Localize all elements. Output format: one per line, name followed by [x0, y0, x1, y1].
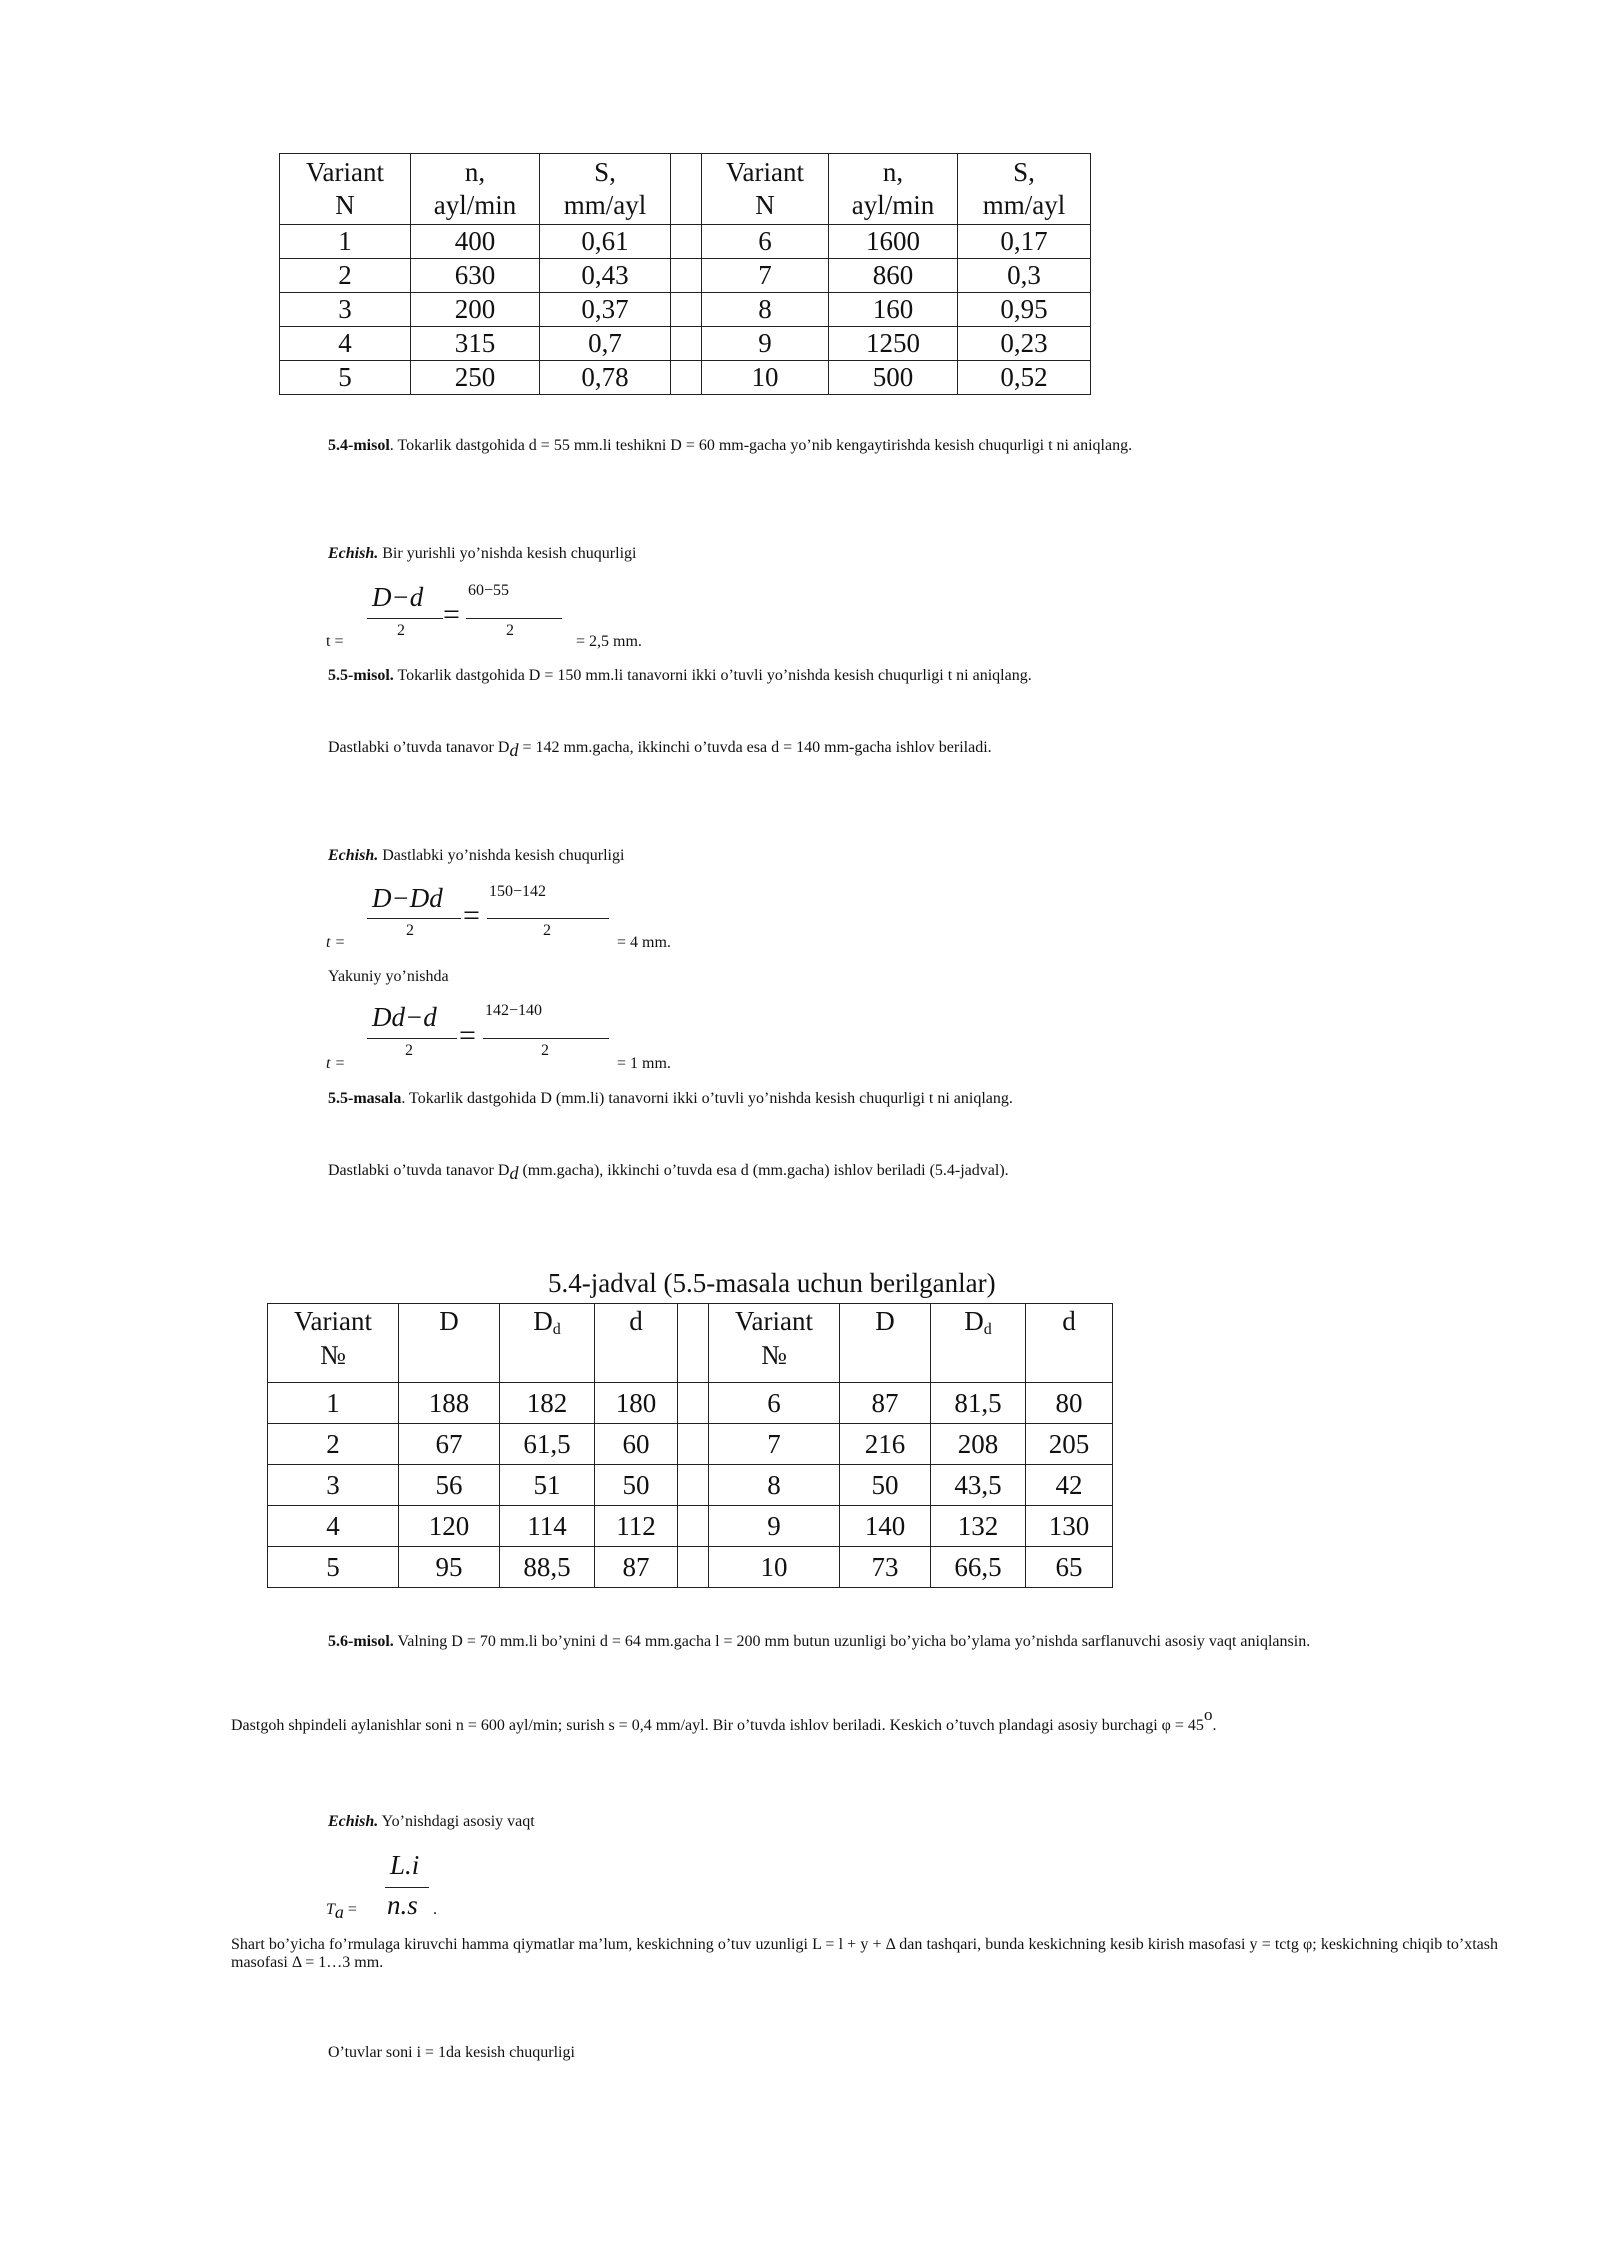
table-row: [268, 1547, 1113, 1588]
table-cell: 43,5: [931, 1465, 1026, 1506]
table-cell: 0,7: [540, 327, 671, 361]
table-row: [268, 1383, 1113, 1424]
table-cell: 8: [709, 1465, 840, 1506]
table-cell: 80: [1026, 1383, 1113, 1424]
subscript-d: d: [509, 740, 519, 760]
echish-label-2: Echish.: [328, 847, 379, 864]
table-cell: 61,5: [500, 1424, 595, 1465]
table-cell: 9: [702, 327, 829, 361]
spacer-cell: [678, 1424, 709, 1465]
formula-numerator: D−d: [372, 582, 424, 612]
equals-sign: =: [463, 899, 480, 932]
table-cell: 140: [840, 1506, 931, 1547]
spacer-cell: [678, 1506, 709, 1547]
fraction-bar-2: [483, 1038, 609, 1039]
table-cell: 0,17: [958, 225, 1091, 259]
formula-lhs: t =: [326, 934, 346, 951]
fraction-bar: [385, 1887, 429, 1888]
table-cell: 120: [399, 1506, 500, 1547]
table-cell: 112: [595, 1506, 678, 1547]
table-cell: 114: [500, 1506, 595, 1547]
table-cell: 2: [280, 259, 411, 293]
example-5-5-text2a: Dastlabki o’tuvda tanavor D: [328, 739, 510, 756]
table-cell: 7: [709, 1424, 840, 1465]
formula-numerator: L.i: [390, 1850, 420, 1880]
table-cell: 87: [595, 1547, 678, 1588]
table-row: [280, 361, 1091, 395]
example-5-6-text2a: Dastgoh shpindeli aylanishlar soni n = 600 ayl/min; surish s = 0,4 mm/ayl. Bir o’tuvda ishlov beriladi. Keskich o’tuvch plandagi asosiy burchagi φ = 45: [231, 1717, 1204, 1734]
example-5-6-text: Valning D = 70 mm.li bo’ynini d = 64 mm.gacha l = 200 mm butun uzunligi bo’yicha bo’ylama yo’nishda sarflanuvchi asosiy vaqt aniqlansin.: [393, 1633, 1311, 1650]
formula-denominator: 2: [405, 1042, 413, 1059]
header-cell: D: [840, 1304, 931, 1383]
spacer-cell: [671, 154, 702, 225]
table-cell: 3: [268, 1465, 399, 1506]
example-5-5-text2: [231, 739, 1498, 761]
fraction-bar-2: [487, 918, 609, 919]
example-5-5-solution: [231, 847, 1498, 865]
echish-label-3: Echish.: [328, 1813, 379, 1830]
spacer-cell: [671, 225, 702, 259]
formula-denominator-2: 2: [506, 622, 514, 639]
header-cell: d: [1026, 1304, 1113, 1383]
table-header-row: [280, 154, 1091, 225]
table-row: [280, 259, 1091, 293]
formula-lhs: Ta =: [326, 1901, 357, 1922]
table-cell: 7: [702, 259, 829, 293]
table-cell: 1: [280, 225, 411, 259]
table-cell: 6: [709, 1383, 840, 1424]
table-cell: 130: [1026, 1506, 1113, 1547]
table-cell: 160: [829, 293, 958, 327]
table-cell: 73: [840, 1547, 931, 1588]
table-cell: 67: [399, 1424, 500, 1465]
table-cell: 400: [411, 225, 540, 259]
formula-denominator-2: 2: [541, 1042, 549, 1059]
table-cell: 87: [840, 1383, 931, 1424]
table-cell: 0,43: [540, 259, 671, 293]
table-cell: 10: [702, 361, 829, 395]
table-cell: 50: [840, 1465, 931, 1506]
header-cell-Dd: $D_d$: [931, 1304, 1026, 1383]
header-cell: Variant N: [280, 154, 411, 225]
formula-numerator-2: 150−142: [489, 883, 547, 900]
table-cell: 0,3: [958, 259, 1091, 293]
table-cell: 250: [411, 361, 540, 395]
table-cell: 0,95: [958, 293, 1091, 327]
table-cell: 182: [500, 1383, 595, 1424]
table-cell: 1600: [829, 225, 958, 259]
table-cell: 630: [411, 259, 540, 293]
header-cell: D: [399, 1304, 500, 1383]
formula-lhs: t =: [326, 1055, 346, 1072]
formula-denominator: n.s: [387, 1890, 418, 1920]
header-cell: S, mm/ayl: [540, 154, 671, 225]
text-period: .: [1212, 1717, 1217, 1734]
spacer-cell: [671, 259, 702, 293]
example-5-4: [231, 437, 1498, 455]
formula-numerator-2: 60−55: [468, 582, 510, 599]
echish-text-3: Yo’nishdagi asosiy vaqt: [378, 1813, 535, 1830]
header-cell: n, ayl/min: [411, 154, 540, 225]
table-cell: 50: [595, 1465, 678, 1506]
task-5-5-text2a: Dastlabki o’tuvda tanavor D: [328, 1162, 510, 1179]
variant-table-2: [267, 1303, 1113, 1588]
table-cell: 0,23: [958, 327, 1091, 361]
table-cell: 5: [280, 361, 411, 395]
formula-numerator-2: 142−140: [485, 1002, 543, 1019]
table-cell: 65: [1026, 1547, 1113, 1588]
table-cell: 6: [702, 225, 829, 259]
example-5-5-text: Tokarlik dastgohida D = 150 mm.li tanavorni ikki o’tuvli yo’nishda kesish chuqurligi t ni aniqlang.: [393, 667, 1032, 684]
table-cell: 188: [399, 1383, 500, 1424]
equals-sign: =: [443, 598, 460, 631]
header-cell: S, mm/ayl: [958, 154, 1091, 225]
equals-sign: =: [459, 1019, 476, 1052]
table-cell: 4: [280, 327, 411, 361]
formula-denominator-2: 2: [543, 922, 551, 939]
task-5-5-text2: [231, 1162, 1498, 1184]
example-5-6-text3: [231, 1936, 1498, 1972]
task-5-5: [231, 1090, 1498, 1108]
formula-numerator: Dd−d: [372, 1002, 437, 1032]
task-5-5-label: 5.5-masala: [328, 1090, 402, 1107]
example-5-6-text2: [231, 1705, 1498, 1735]
formula-lhs: t =: [326, 633, 344, 650]
header-cell: Variant №: [709, 1304, 840, 1383]
table-cell: 1: [268, 1383, 399, 1424]
echish-text-2: Dastlabki yo’nishda kesish chuqurligi: [378, 847, 625, 864]
table-cell: 180: [595, 1383, 678, 1424]
table-cell: 205: [1026, 1424, 1113, 1465]
table-cell: 9: [709, 1506, 840, 1547]
example-5-5-label: 5.5-misol.: [328, 667, 394, 684]
formula-result: = 2,5 mm.: [576, 633, 642, 650]
task-5-5-text: . Tokarlik dastgohida D (mm.li) tanavorni ikki o’tuvli yo’nishda kesish chuqurligi t ni aniqlang.: [401, 1090, 1013, 1107]
table-row: [280, 225, 1091, 259]
table-cell: 10: [709, 1547, 840, 1588]
example-5-6-text4-span: O’tuvlar soni i = 1da kesish chuqurligi: [328, 2044, 575, 2061]
example-5-6-text3-span: Shart bo’yicha fo’rmulaga kiruvchi hamma qiymatlar ma’lum, keskichning o’tuv uzunligi L = l + y + Δ dan tashqari, bunda keskichning kesib kirish masofasi y = tctg φ; keskichning chiqib to’xtash masofasi Δ = 1…3 mm.: [231, 1936, 1498, 1971]
fraction-bar: [367, 618, 443, 619]
formula-period: .: [433, 1901, 437, 1918]
table-cell: 88,5: [500, 1547, 595, 1588]
fraction-bar: [367, 918, 461, 919]
spacer-cell: [678, 1383, 709, 1424]
formula-numerator: D−Dd: [372, 883, 443, 913]
header-cell-Dd: $D_d$: [500, 1304, 595, 1383]
spacer-cell: [671, 327, 702, 361]
formula-result: = 1 mm.: [617, 1055, 671, 1072]
table-cell: 1250: [829, 327, 958, 361]
variant-table-1: [279, 153, 1091, 395]
formula-denominator: 2: [406, 922, 414, 939]
table-row: [280, 327, 1091, 361]
table-row: [280, 293, 1091, 327]
table-row: [268, 1465, 1113, 1506]
spacer-cell: [678, 1547, 709, 1588]
example-5-6-label: 5.6-misol.: [328, 1633, 394, 1650]
header-cell: d: [595, 1304, 678, 1383]
table-cell: 860: [829, 259, 958, 293]
table-cell: 51: [500, 1465, 595, 1506]
table-cell: 66,5: [931, 1547, 1026, 1588]
formula-denominator: 2: [397, 622, 405, 639]
table-cell: 81,5: [931, 1383, 1026, 1424]
fraction-bar: [367, 1038, 457, 1039]
table-row: [268, 1424, 1113, 1465]
example-5-4-text: . Tokarlik dastgohida d = 55 mm.li teshikni D = 60 mm-gacha yo’nib kengaytirishda kesish chuqurligi t ni aniqlang.: [389, 437, 1133, 454]
table-cell: 0,37: [540, 293, 671, 327]
header-cell: n, ayl/min: [829, 154, 958, 225]
final-pass-label: Yakuniy yo’nishda: [328, 968, 449, 985]
example-5-6-solution: [231, 1813, 1498, 1831]
spacer-cell: [678, 1465, 709, 1506]
table-cell: 42: [1026, 1465, 1113, 1506]
table-cell: 208: [931, 1424, 1026, 1465]
spacer-cell: [671, 293, 702, 327]
header-cell: Variant N: [702, 154, 829, 225]
spacer-cell: [671, 361, 702, 395]
example-5-6: [231, 1633, 1498, 1651]
table-caption: 5.4-jadval (5.5-masala uchun berilganlar): [548, 1268, 996, 1298]
table-cell: 8: [702, 293, 829, 327]
table-cell: 4: [268, 1506, 399, 1547]
subscript-d: d: [509, 1163, 519, 1183]
table-cell: 2: [268, 1424, 399, 1465]
table-cell: 132: [931, 1506, 1026, 1547]
table-cell: 0,78: [540, 361, 671, 395]
table-cell: 60: [595, 1424, 678, 1465]
table-cell: 3: [280, 293, 411, 327]
table-cell: 200: [411, 293, 540, 327]
formula-result: = 4 mm.: [617, 934, 671, 951]
table-cell: 500: [829, 361, 958, 395]
table-cell: 0,61: [540, 225, 671, 259]
table-cell: 216: [840, 1424, 931, 1465]
table-header-row: [268, 1304, 1113, 1383]
header-cell: Variant №: [268, 1304, 399, 1383]
example-5-4-solution: [231, 545, 1498, 563]
echish-label: Echish.: [328, 545, 379, 562]
table-cell: 56: [399, 1465, 500, 1506]
echish-text: Bir yurishli yo’nishda kesish chuqurligi: [378, 545, 637, 562]
fraction-bar-2: [466, 618, 562, 619]
table-row: [268, 1506, 1113, 1547]
table-cell: 0,52: [958, 361, 1091, 395]
example-5-6-text4: [231, 2044, 1498, 2062]
example-5-5: [231, 667, 1498, 685]
task-5-5-text2b: (mm.gacha), ikkinchi o’tuvda esa d (mm.gacha) ishlov beriladi (5.4-jadval).: [518, 1162, 1009, 1179]
table-cell: 5: [268, 1547, 399, 1588]
example-5-4-label: 5.4-misol: [328, 437, 390, 454]
table-cell: 315: [411, 327, 540, 361]
spacer-cell: [678, 1304, 709, 1383]
table-cell: 95: [399, 1547, 500, 1588]
example-5-5-text2b: = 142 mm.gacha, ikkinchi o’tuvda esa d = 140 mm-gacha ishlov beriladi.: [518, 739, 992, 756]
degree-superscript: o: [1203, 1705, 1213, 1724]
